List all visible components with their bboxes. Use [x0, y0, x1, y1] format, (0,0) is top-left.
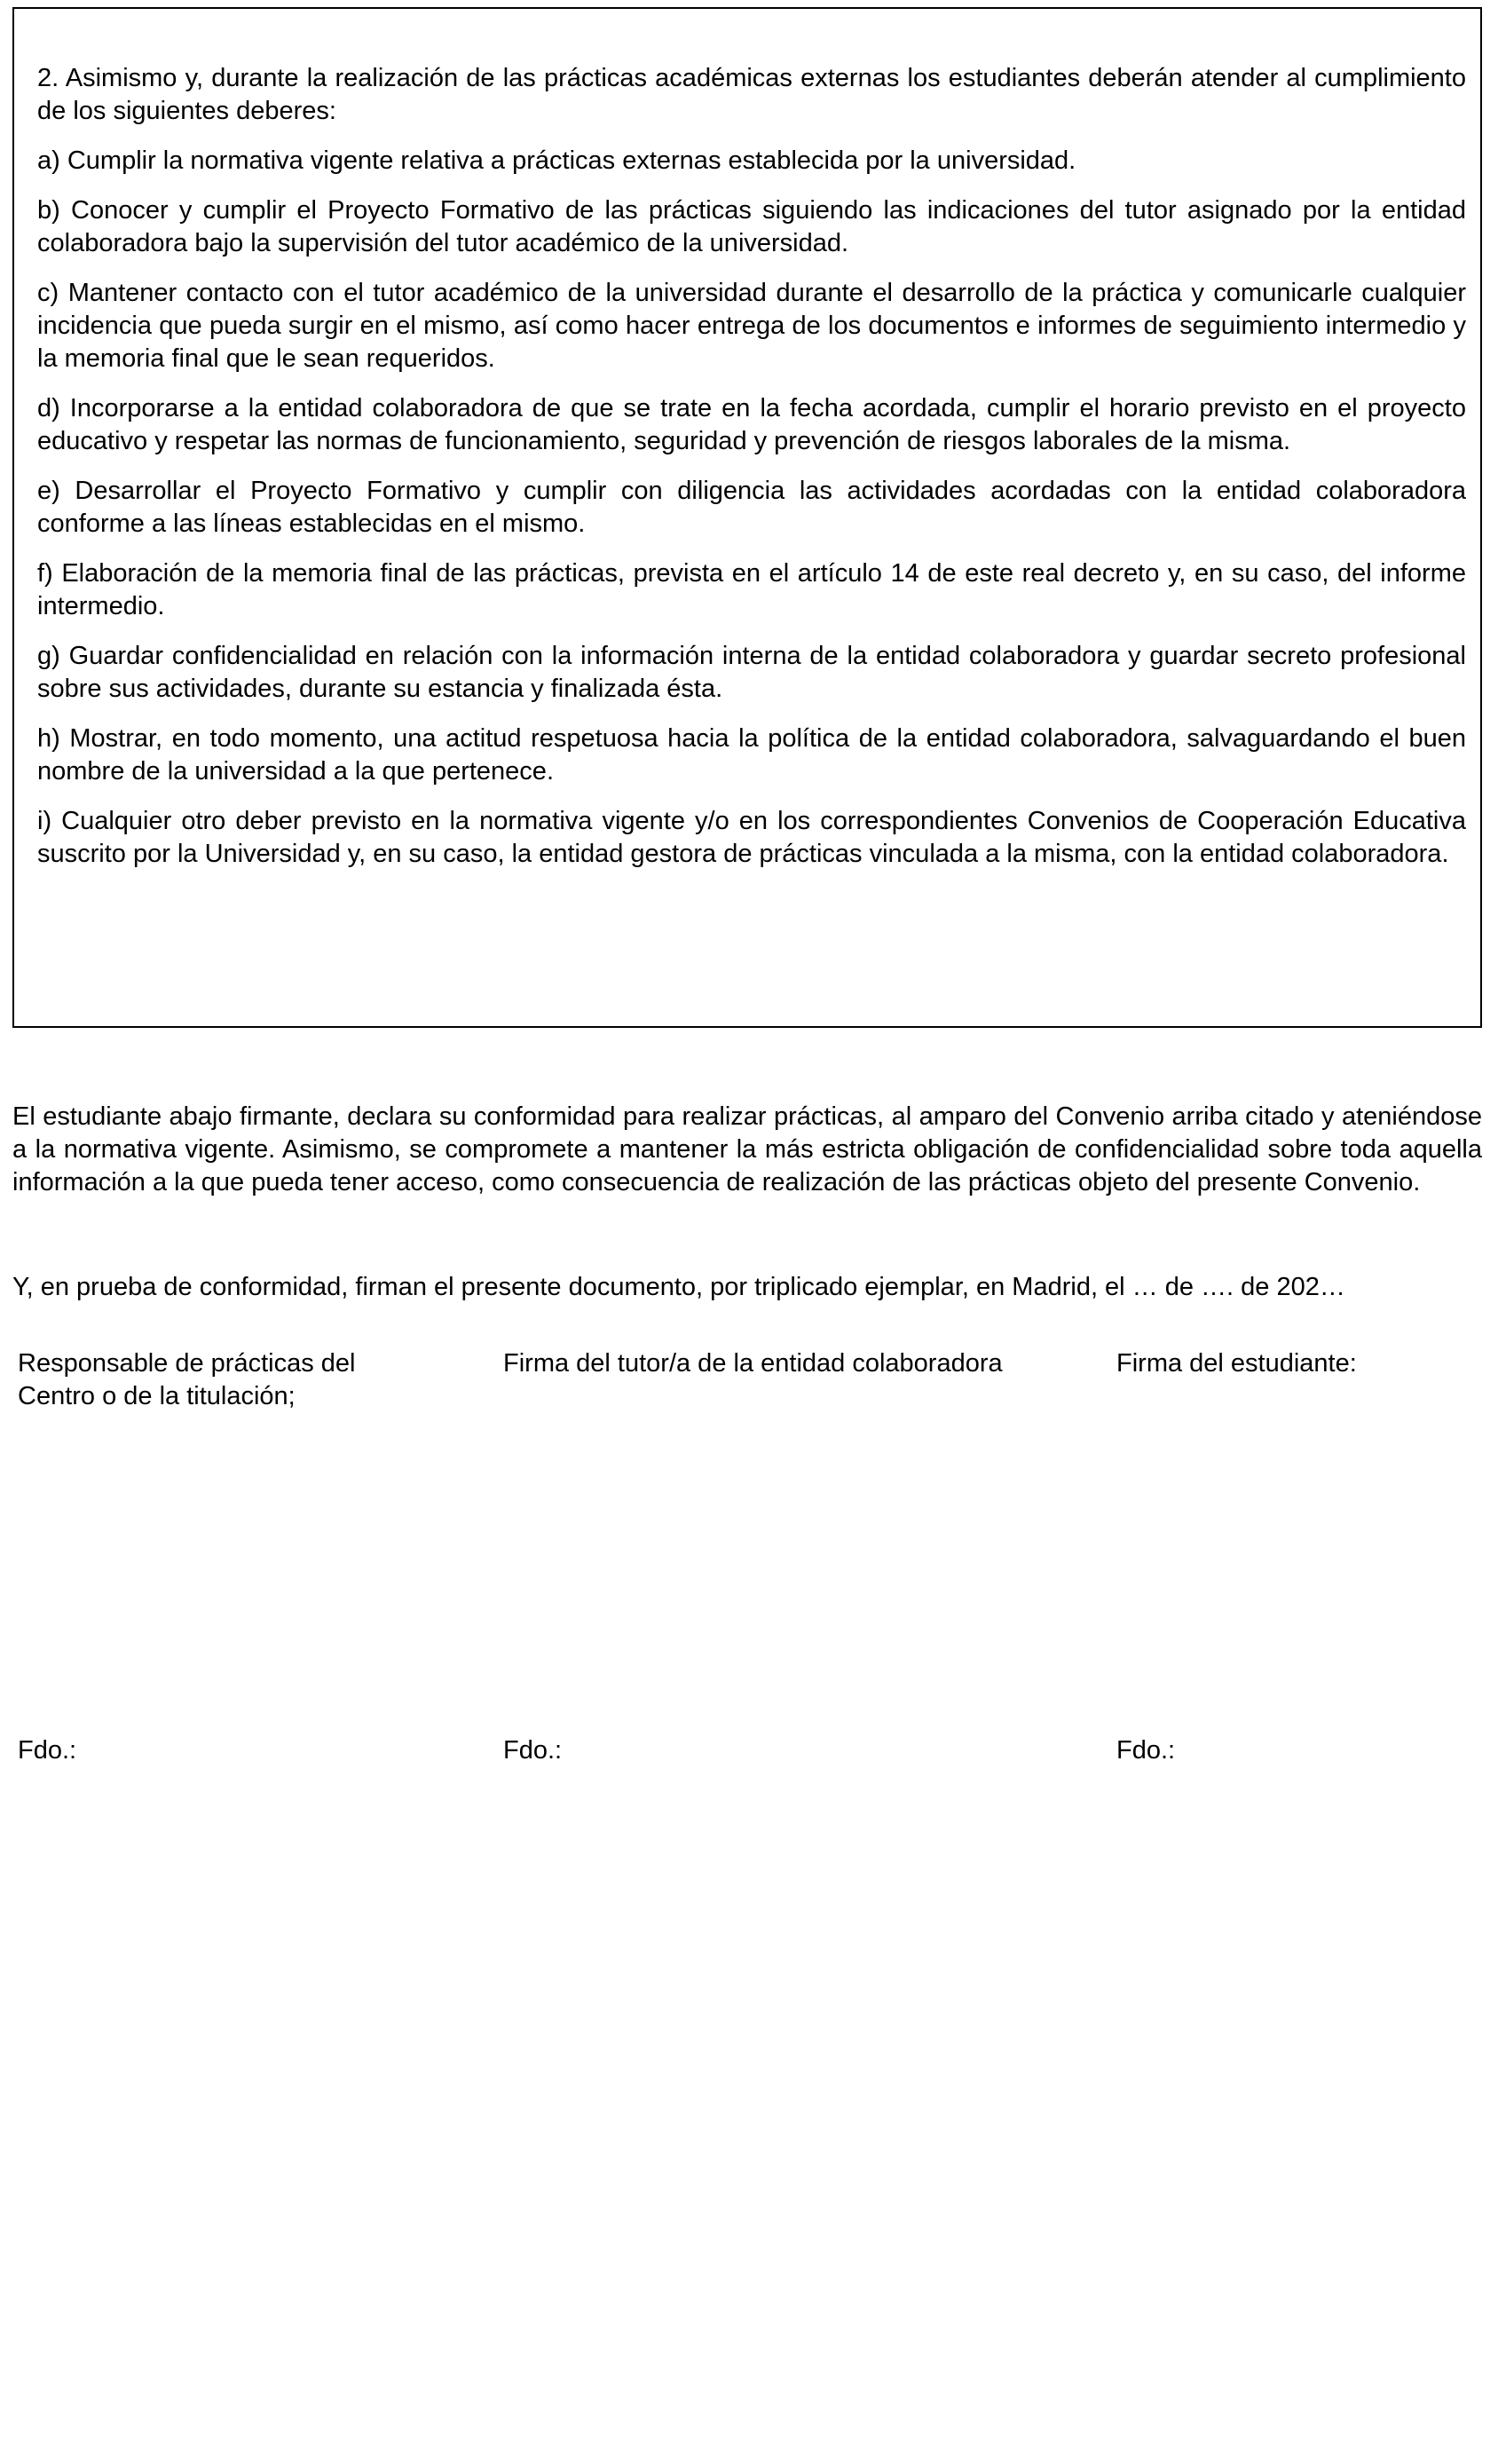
proof-statement: Y, en prueba de conformidad, firman el presente documento, por triplicado ejemplar, en Madrid, el … de …. de 202…: [12, 1273, 1345, 1301]
duty-e: e) Desarrollar el Proyecto Formativo y cumplir con diligencia las actividades acordadas con la entidad colaboradora conforme a las líneas establecidas en el mismo.: [37, 477, 1466, 538]
student-declaration: El estudiante abajo firmante, declara su conformidad para realizar prácticas, al amparo del Convenio arriba citado y ateniéndose a la normativa vigente. Asimismo, se compromete a mantener la más estricta obligación de confidencialidad sobre toda aquella información a la que pueda tener acceso, como consecuencia de realización de las prácticas objeto del presente Convenio.: [12, 1102, 1482, 1196]
fdo-student: Fdo.:: [1116, 1736, 1176, 1765]
signature-label-student: Firma del estudiante:: [1116, 1349, 1357, 1378]
duty-i: i) Cualquier otro deber previsto en la normativa vigente y/o en los correspondientes Convenios de Cooperación Educativa suscrito por la Universidad y, en su caso, la entidad gestora de prácticas vinculada a la misma, con la entidad colaboradora.: [37, 807, 1466, 868]
duties-intro: 2. Asimismo y, durante la realización de las prácticas académicas externas los estudiantes deberán atender al cumplimiento de los siguientes deberes:: [37, 64, 1466, 125]
duty-h: h) Mostrar, en todo momento, una actitud respetuosa hacia la política de la entidad colaboradora, salvaguardando el buen nombre de la universidad a la que pertenece.: [37, 724, 1466, 786]
duty-c: c) Mantener contacto con el tutor académico de la universidad durante el desarrollo de la práctica y comunicarle cualquier incidencia que pueda surgir en el mismo, así como hacer entrega de los documentos e informes de seguimiento intermedio y la memoria final que le sean requeridos.: [37, 279, 1466, 373]
duty-d: d) Incorporarse a la entidad colaboradora de que se trate en la fecha acordada, cumplir el horario previsto en el proyecto educativo y respetar las normas de funcionamiento, seguridad y prevención de riesgos laborales de la misma.: [37, 394, 1466, 455]
duty-b: b) Conocer y cumplir el Proyecto Formativo de las prácticas siguiendo las indicaciones del tutor asignado por la entidad colaboradora bajo la supervisión del tutor académico de la universidad.: [37, 196, 1466, 257]
signature-label-centre: Responsable de prácticas del Centro o de la titulación;: [18, 1349, 356, 1410]
signature-label-tutor: Firma del tutor/a de la entidad colaboradora: [503, 1349, 1003, 1378]
fdo-centre: Fdo.:: [18, 1736, 77, 1765]
duty-a: a) Cumplir la normativa vigente relativa a prácticas externas establecida por la universidad.: [37, 146, 1076, 175]
fdo-tutor: Fdo.:: [503, 1736, 563, 1765]
duties-box: [12, 7, 1482, 1028]
duty-g: g) Guardar confidencialidad en relación con la información interna de la entidad colaboradora y guardar secreto profesional sobre sus actividades, durante su estancia y finalizada ésta.: [37, 642, 1466, 703]
duty-f: f) Elaboración de la memoria final de las prácticas, prevista en el artículo 14 de este real decreto y, en su caso, del informe intermedio.: [37, 559, 1466, 620]
